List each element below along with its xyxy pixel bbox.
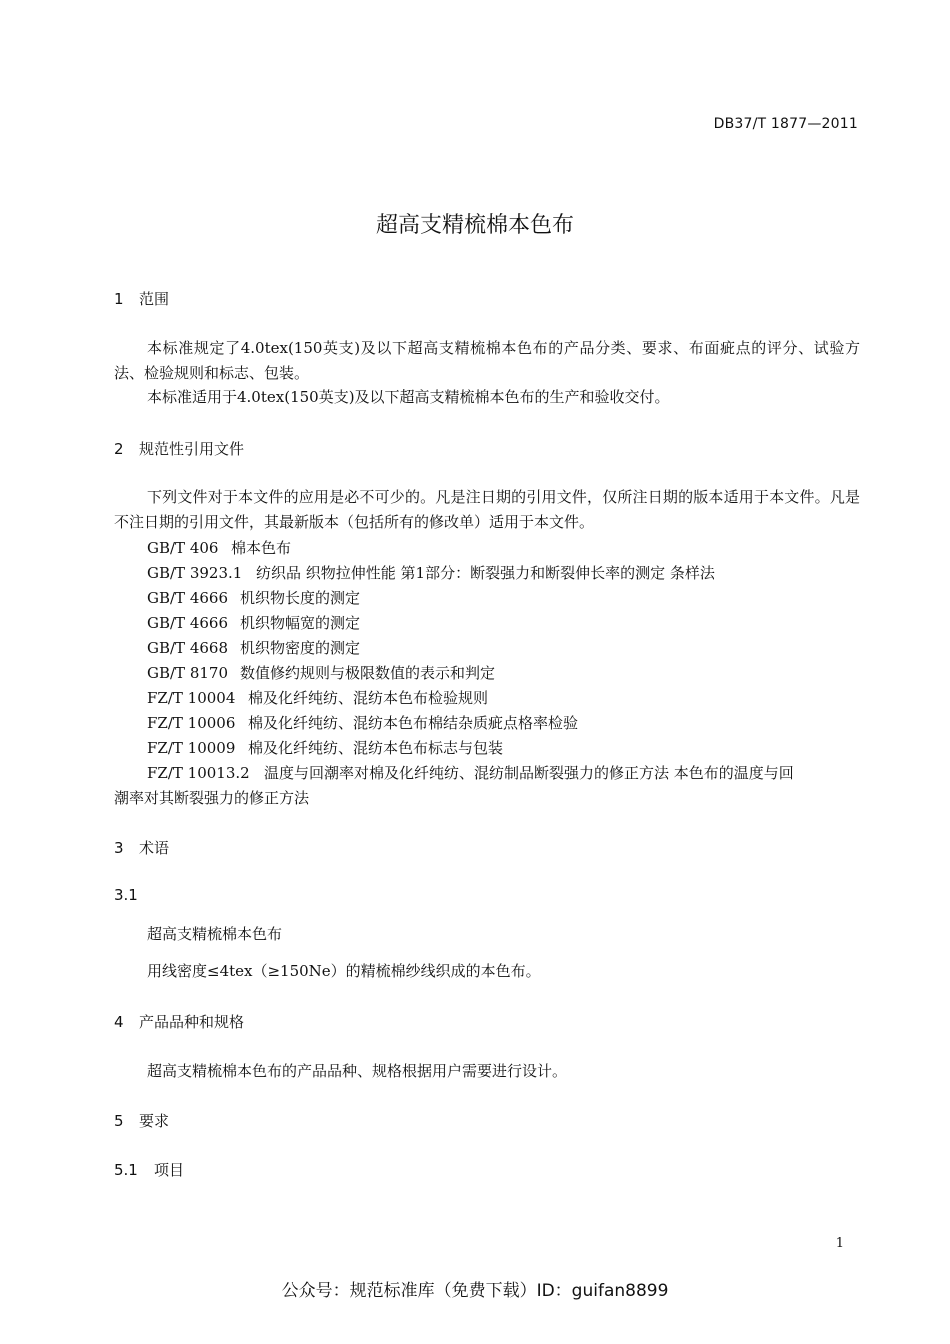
term-title: 超高支精梳棉本色布 [147, 925, 283, 943]
footer-watermark-text: 公众号：规范标准库（免费下载）ID：guifan8899 [281, 1281, 669, 1301]
section-number: 3 [114, 839, 124, 857]
section-title: 规范性引用文件 [139, 440, 245, 458]
section-title: 项目 [154, 1161, 185, 1179]
reference-item [147, 637, 360, 658]
reference-title: 机织物长度的测定 [240, 589, 361, 607]
reference-code: GB/T 4668 [147, 639, 229, 657]
reference-code: GB/T 8170 [147, 664, 229, 682]
reference-code: FZ/T 10004 [147, 689, 236, 707]
reference-title: 机织物密度的测定 [240, 639, 361, 657]
reference-code: FZ/T 10013.2 [147, 764, 250, 782]
reference-title-continued: 潮率对其断裂强力的修正方法 [114, 789, 310, 807]
section-3-heading [114, 837, 169, 858]
section-number: 4 [114, 1013, 124, 1031]
section-1-heading [114, 288, 169, 309]
document-title: 超高支精梳棉本色布 [375, 213, 574, 238]
section-number: 5 [114, 1112, 124, 1130]
reference-item [147, 662, 495, 683]
standard-code: DB37/T 1877—2011 [713, 116, 858, 132]
section-4-paragraph-1: 超高支精梳棉本色布的产品品种、规格根据用户需要进行设计。 [147, 1062, 568, 1080]
reference-code: FZ/T 10009 [147, 739, 236, 757]
reference-title: 机织物幅宽的测定 [240, 614, 361, 632]
section-number: 1 [114, 290, 124, 308]
reference-title: 棉本色布 [231, 539, 292, 557]
reference-code: FZ/T 10006 [147, 714, 236, 732]
reference-item [147, 737, 503, 758]
section-title: 范围 [139, 290, 170, 308]
reference-item [147, 712, 578, 733]
reference-title: 棉及化纤纯纺、混纺本色布棉结杂质疵点格率检验 [248, 714, 579, 732]
reference-item [147, 562, 715, 583]
reference-item [147, 612, 360, 633]
reference-item [147, 537, 291, 558]
section-title: 要求 [139, 1112, 170, 1130]
reference-title: 温度与回潮率对棉及化纤纯纺、混纺制品断裂强力的修正方法 本色布的温度与回 [264, 764, 794, 782]
section-5-1-heading [114, 1159, 184, 1180]
section-number: 5.1 [114, 1161, 138, 1179]
section-number: 2 [114, 440, 124, 458]
reference-title: 棉及化纤纯纺、混纺本色布检验规则 [248, 689, 489, 707]
section-5-heading [114, 1110, 169, 1131]
reference-item [147, 587, 360, 608]
section-4-heading [114, 1011, 244, 1032]
section-2-heading [114, 438, 244, 459]
reference-code: GB/T 406 [147, 539, 219, 557]
term-definition: 用线密度≤4tex（≥150Ne）的精梳棉纱线织成的本色布。 [147, 962, 541, 980]
reference-code: GB/T 4666 [147, 589, 229, 607]
section-title: 产品品种和规格 [139, 1013, 245, 1031]
page-number: 1 [835, 1236, 844, 1251]
reference-code: GB/T 3923.1 [147, 564, 243, 582]
section-1-paragraph-1: 本标准规定了4.0tex(150英支)及以下超高支精梳棉本色布的产品分类、要求、布面疵点的评分、试验方法、检验规则和标志、包装。 [114, 339, 860, 382]
section-1-paragraph-2: 本标准适用于4.0tex(150英支)及以下超高支精梳棉本色布的生产和验收交付。 [147, 388, 670, 406]
reference-item [147, 762, 794, 783]
reference-item [147, 687, 488, 708]
section-3-1-heading: 3.1 [114, 886, 138, 904]
reference-title: 棉及化纤纯纺、混纺本色布标志与包装 [248, 739, 504, 757]
reference-title: 数值修约规则与极限数值的表示和判定 [240, 664, 496, 682]
section-2-paragraph-1: 下列文件对于本文件的应用是必不可少的。凡是注日期的引用文件，仅所注日期的版本适用于本文件。凡是不注日期的引用文件，其最新版本（包括所有的修改单）适用于本文件。 [114, 488, 860, 531]
reference-title: 纺织品 织物拉伸性能 第1部分：断裂强力和断裂伸长率的测定 条样法 [256, 564, 715, 582]
reference-code: GB/T 4666 [147, 614, 229, 632]
section-title: 术语 [139, 839, 170, 857]
